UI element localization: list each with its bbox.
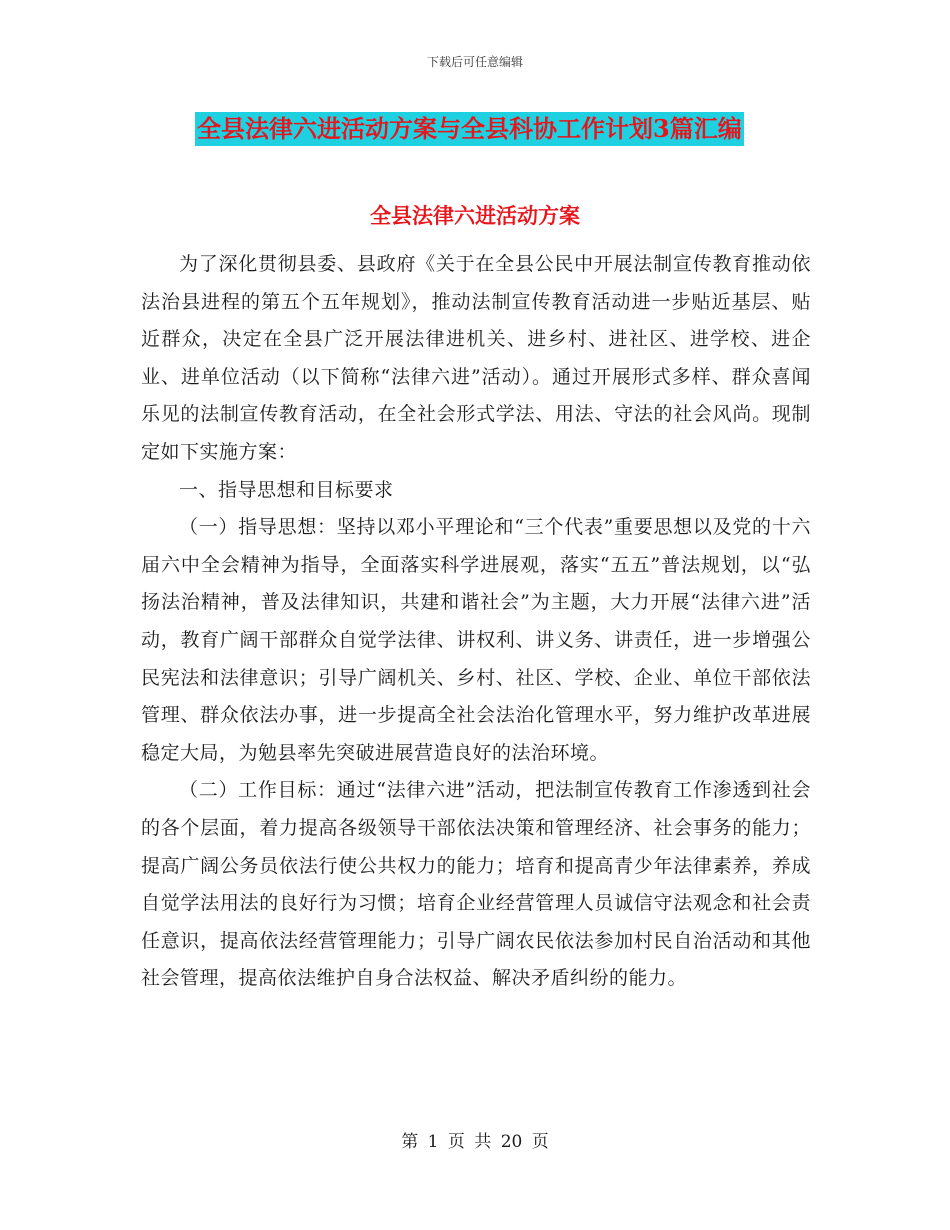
work-objectives-paragraph: （二）工作目标：通过“法律六进”活动，把法制宣传教育工作渗透到社会的各个层面，着力提高各级领导干部依法决策和管理经济、社会事务的能力；提高广阔公务员依法行使公共权力的能力；培育和提高青少年法律素养，养成自觉学法用法的良好行为习惯；培育企业经营管理人员诚信守法观念和社会责任意识，提高依法经营管理能力；引导广阔农民依法参加村民自治活动和其他社会管理，提高依法维护自身合法权益、解决矛盾纠纷的能力。 bbox=[141, 779, 811, 990]
header-note: 下载后可任意编辑 bbox=[426, 55, 523, 69]
document-title: 全县法律六进活动方案与全县科协工作计划3篇汇编 bbox=[195, 112, 744, 146]
section-heading: 一、指导思想和目标要求 bbox=[179, 478, 394, 501]
intro-paragraph: 为了深化贯彻县委、县政府《关于在全县公民中开展法制宣传教育推动依法治县进程的第五个五年规划》，推动法制宣传教育活动进一步贴近基层、贴近群众，决定在全县广泛开展法律进机关、进乡村、进社区、进学校、进企业、进单位活动（以下简称“法律六进”活动）。通过开展形式多样、群众喜闻乐见的法制宣传教育活动，在全社会形式学法、用法、守法的社会风尚。现制定如下实施方案： bbox=[141, 253, 811, 463]
page-number: 第 1 页 共 20 页 bbox=[401, 1132, 549, 1152]
body-text bbox=[141, 246, 811, 998]
section-title: 全县法律六进活动方案 bbox=[370, 203, 580, 228]
guiding-ideology-paragraph: （一）指导思想：坚持以邓小平理论和“三个代表”重要思想以及党的十六届六中全会精神为指导，全面落实科学进展观，落实“五五”普法规划，以“弘扬法治精神，普及法律知识，共建和谐社会”为主题，大力开展“法律六进”活动，教育广阔干部群众自觉学法律、讲权利、讲义务、讲责任，进一步增强公民宪法和法律意识；引导广阔机关、乡村、社区、学校、企业、单位干部依法管理、群众依法办事，进一步提高全社会法治化管理水平，努力维护改革进展稳定大局，为勉县率先突破进展营造良好的法治环境。 bbox=[141, 516, 811, 764]
